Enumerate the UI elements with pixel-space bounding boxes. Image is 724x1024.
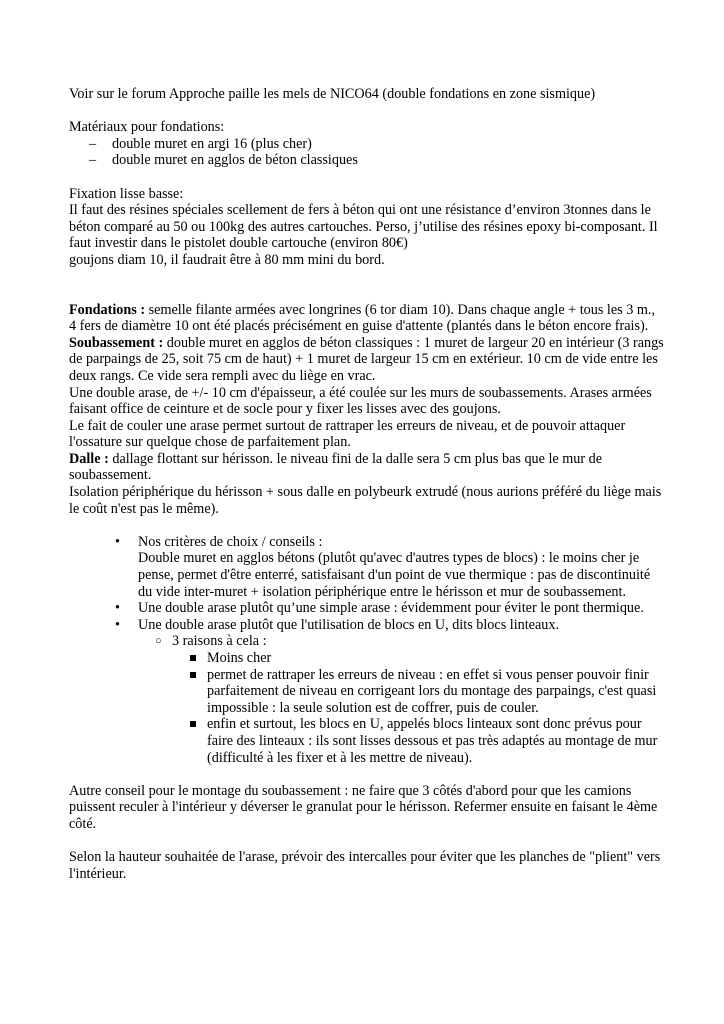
list-item-text: enfin et surtout, les blocs en U, appelés blocs linteaux sont donc prévus pour faire des linteaux : ils sont lisses dessous et pas très adaptés au montage de mur (difficulté à les fixer et à les mettre de niveau). bbox=[207, 716, 658, 766]
square-bullet-icon bbox=[190, 672, 196, 678]
list-item bbox=[115, 600, 664, 617]
bullet-icon: • bbox=[115, 533, 120, 550]
bullet-icon: • bbox=[115, 600, 120, 617]
list-item bbox=[189, 650, 664, 667]
square-bullet-icon bbox=[190, 721, 196, 727]
fondations-paragraph bbox=[69, 302, 664, 335]
couler-paragraph: Le fait de couler une arase permet surtout de rattraper les erreurs de niveau, et de pouvoir attaquer l'ossature sur quelque chose de parfaitement plan. bbox=[69, 417, 626, 451]
hauteur-paragraph: Selon la hauteur souhaitée de l'arase, prévoir des intercalles pour éviter que les planches de "plient" vers l'intérieur. bbox=[69, 849, 661, 882]
fixation-paragraph: Il faut des résines spéciales scellement de fers à béton qui ont une résistance d’environ 3tonnes dans le béton comparé au 50 ou 100kg des autres cartouches. Perso, j’utilise des résines epoxy bi-composant. Il faut investir dans le pistolet double cartouche (environ 80€) bbox=[69, 202, 658, 252]
criteria-title: Nos critères de choix / conseils : bbox=[138, 533, 323, 550]
circle-bullet-icon: ○ bbox=[155, 635, 162, 648]
list-item-text: Moins cher bbox=[207, 650, 272, 666]
spacer bbox=[69, 766, 664, 783]
bullet-icon: • bbox=[115, 616, 120, 633]
dalle-text: dallage flottant sur hérisson. le niveau fini de la dalle sera 5 cm plus bas que le mur de soubassement. bbox=[69, 450, 603, 484]
isolation-paragraph: Isolation périphérique du hérisson + sous dalle en polybeurk extrudé (nous aurions préféré du liège mais le coût n'est pas le même). bbox=[69, 484, 662, 517]
sub-list bbox=[138, 633, 664, 766]
square-bullet-icon bbox=[190, 655, 196, 661]
soubassement-paragraph bbox=[69, 335, 664, 385]
fondations-text: semelle filante armées avec longrines (6 tor diam 10). Dans chaque angle + tous les 3 m., 4 fers de diamètre 10 ont été placés précisément en guise d'attente (plantés dans le béton encore frais). bbox=[69, 301, 655, 335]
fixation-goujons: goujons diam 10, il faudrait être à 80 mm mini du bord. bbox=[69, 251, 385, 268]
list-item-text: 3 raisons à cela : bbox=[172, 633, 267, 650]
spacer bbox=[69, 517, 664, 534]
list-item-text: Une double arase plutôt que l'utilisation de blocs en U, dits blocs linteaux. bbox=[138, 616, 560, 633]
arase-paragraph: Une double arase, de +/- 10 cm d'épaisseur, a été coulée sur les murs de soubassements. Arases armées faisant office de ceinture et de socle pour y fixer les lisses avec des goujons. bbox=[69, 384, 652, 418]
intro-paragraph: Voir sur le forum Approche paille les mels de NICO64 (double fondations en zone sismique) bbox=[69, 86, 596, 102]
list-item bbox=[189, 667, 664, 717]
dalle-paragraph bbox=[69, 451, 664, 484]
list-item bbox=[115, 534, 664, 600]
list-item: – double muret en argi 16 (plus cher) bbox=[89, 136, 664, 153]
reasons-list bbox=[172, 650, 664, 766]
spacer bbox=[69, 833, 664, 850]
criteria-list bbox=[69, 534, 664, 766]
fondations-label: Fondations : bbox=[69, 301, 146, 318]
autre-conseil-paragraph: Autre conseil pour le montage du soubassement : ne faire que 3 côtés d'abord pour que les camions puissent reculer à l'intérieur y déverser le granulat pour le hérisson. Refermer ensuite en faisant le 4ème côté. bbox=[69, 782, 658, 832]
spacer bbox=[69, 269, 664, 302]
spacer bbox=[69, 103, 664, 120]
soubassement-label: Soubassement : bbox=[69, 334, 164, 351]
list-item bbox=[189, 716, 664, 766]
soubassement-text: double muret en agglos de béton classiques : 1 muret de largeur 20 en intérieur (3 rangs de parpaings de 25, soit 75 cm de haut) + 1 muret de largeur 15 cm en extérieur. 10 cm de vide entre les deux rangs. Ce vide sera rempli avec du liège en vrac. bbox=[69, 334, 664, 384]
materials-heading: Matériaux pour fondations: bbox=[69, 119, 225, 136]
list-item-text: Une double arase plutôt qu’une simple arase : évidemment pour éviter le pont thermique. bbox=[138, 600, 644, 617]
spacer bbox=[69, 169, 664, 186]
list-item bbox=[115, 617, 664, 766]
list-item bbox=[155, 633, 664, 766]
list-item: – double muret en agglos de béton classiques bbox=[89, 152, 664, 169]
criteria-body: Double muret en agglos bétons (plutôt qu'avec d'autres types de blocs) : le moins cher je pense, permet d'être enterré, satisfaisant d'un point de vue thermique : pas de discontinuité du vide inter-muret + isolation périphérique entre le hérisson et mur de soubassement. bbox=[138, 550, 651, 600]
fixation-heading: Fixation lisse basse: bbox=[69, 185, 184, 202]
dalle-label: Dalle : bbox=[69, 450, 109, 467]
list-item-text: permet de rattraper les erreurs de niveau : en effet si vous penser pouvoir finir parfaitement de niveau en corrigeant lors du montage des parpaings, c'est quasi impossible : la seule solution est de coffrer, puis de couler. bbox=[207, 666, 657, 716]
materials-list bbox=[69, 136, 664, 169]
